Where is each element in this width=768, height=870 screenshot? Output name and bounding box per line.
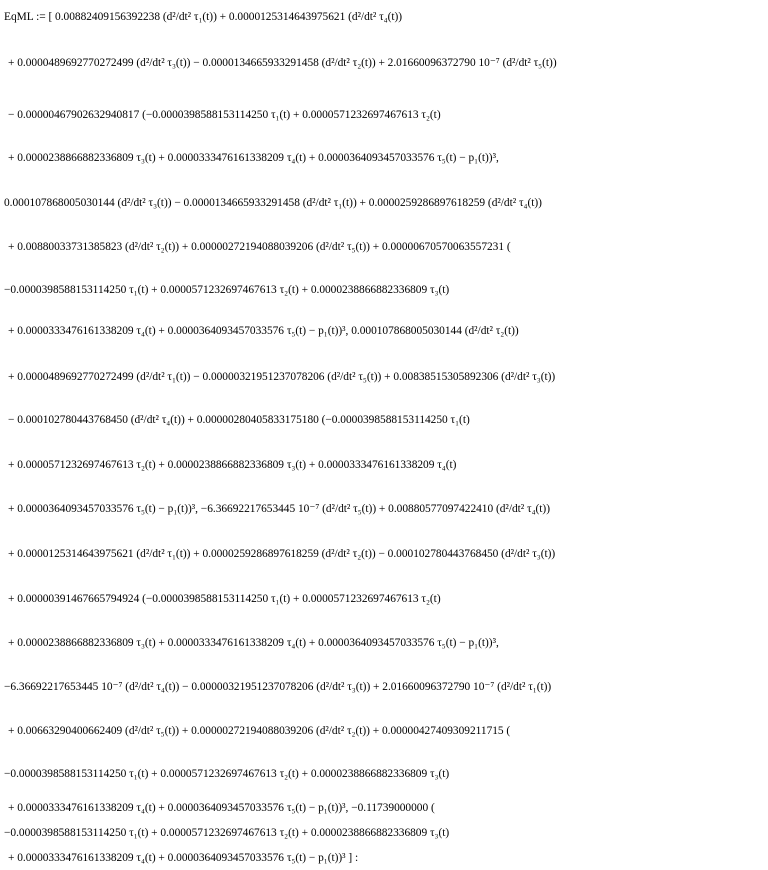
equation-line-5: 0.000107868005030144 (d²/dt² τ₃(t)) − 0.0000134665933291458 (d²/dt² τ₁(t)) + 0.0000259286897618259 (d²/dt² τ₄(t)) [4,197,542,209]
equation-line-1: EqML := [ 0.00882409156392238 (d²/dt² τ₁(t)) + 0.0000125314643975621 (d²/dt² τ₄(t)) [4,11,403,23]
equation-line-19: + 0.0000333476161338209 τ₄(t) + 0.0000364093457033576 τ₅(t) − p₁(t))³, −0.11739000000 ( [8,802,435,814]
equation-line-15: + 0.0000238866882336809 τ₃(t) + 0.0000333476161338209 τ₄(t) + 0.0000364093457033576 τ₅(t) − p₁(t))³, [8,637,499,649]
equation-line-3: − 0.00000467902632940817 (−0.0000398588153114250 τ₁(t) + 0.0000571232697467613 τ₂(t) [8,109,441,121]
equation-line-18: −0.0000398588153114250 τ₁(t) + 0.0000571232697467613 τ₂(t) + 0.0000238866882336809 τ₃(t) [4,768,450,780]
equation-line-7: −0.0000398588153114250 τ₁(t) + 0.0000571232697467613 τ₂(t) + 0.0000238866882336809 τ₃(t) [4,284,450,296]
equation-line-14: + 0.00000391467665794924 (−0.0000398588153114250 τ₁(t) + 0.0000571232697467613 τ₂(t) [8,593,441,605]
equation-line-11: + 0.0000571232697467613 τ₂(t) + 0.0000238866882336809 τ₃(t) + 0.0000333476161338209 τ₄(t) [8,459,457,471]
equation-line-20: −0.0000398588153114250 τ₁(t) + 0.0000571232697467613 τ₂(t) + 0.0000238866882336809 τ₃(t) [4,827,450,839]
equation-line-16: −6.36692217653445 10⁻⁷ (d²/dt² τ₄(t)) − 0.00000321951237078206 (d²/dt² τ₃(t)) + 2.01660096372790 10⁻⁷ (d²/dt² τ₁(t)) [4,681,552,693]
equation-line-10: − 0.000102780443768450 (d²/dt² τ₄(t)) + 0.00000280405833175180 (−0.0000398588153114250 τ₁(t) [8,414,470,426]
equation-line-8: + 0.0000333476161338209 τ₄(t) + 0.0000364093457033576 τ₅(t) − p₁(t))³, 0.000107868005030144 (d²/dt² τ₂(t)) [8,325,519,337]
equation-line-13: + 0.0000125314643975621 (d²/dt² τ₁(t)) + 0.0000259286897618259 (d²/dt² τ₂(t)) − 0.000102780443768450 (d²/dt² τ₃(t)) [8,548,556,560]
equation-line-12: + 0.0000364093457033576 τ₅(t) − p₁(t))³, −6.36692217653445 10⁻⁷ (d²/dt² τ₅(t)) + 0.00880577097422410 (d²/dt² τ₄(t)) [8,503,550,515]
equation-line-4: + 0.0000238866882336809 τ₃(t) + 0.0000333476161338209 τ₄(t) + 0.0000364093457033576 τ₅(t) − p₁(t))³, [8,152,499,164]
equation-line-2: + 0.0000489692770272499 (d²/dt² τ₃(t)) − 0.0000134665933291458 (d²/dt² τ₂(t)) + 2.01660096372790 10⁻⁷ (d²/dt² τ₅(t)) [8,57,557,69]
equation-line-9: + 0.0000489692770272499 (d²/dt² τ₁(t)) − 0.00000321951237078206 (d²/dt² τ₅(t)) + 0.00838515305892306 (d²/dt² τ₃(t)) [8,371,556,383]
equation-line-21: + 0.0000333476161338209 τ₄(t) + 0.0000364093457033576 τ₅(t) − p₁(t))³ ] : [8,852,359,864]
equation-line-6: + 0.00880033731385823 (d²/dt² τ₂(t)) + 0.00000272194088039206 (d²/dt² τ₅(t)) + 0.00000670570063557231 ( [8,241,511,253]
equation-line-17: + 0.00663290400662409 (d²/dt² τ₅(t)) + 0.00000272194088039206 (d²/dt² τ₂(t)) + 0.00000427409309211715 ( [8,725,511,737]
